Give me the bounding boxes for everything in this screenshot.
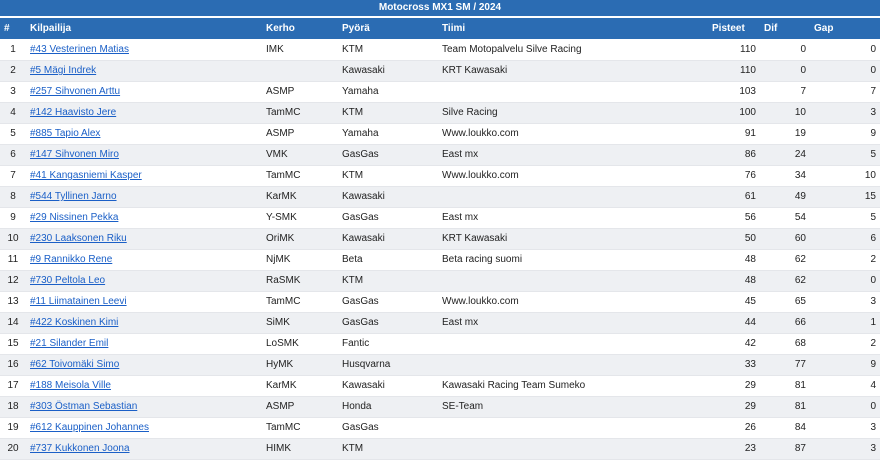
cell-bike: Kawasaki <box>338 228 438 249</box>
header-bike[interactable]: Pyörä <box>338 18 438 39</box>
cell-bike: KTM <box>338 165 438 186</box>
cell-club: SiMK <box>262 312 338 333</box>
cell-pos: 7 <box>0 165 26 186</box>
cell-gap: 3 <box>810 102 880 123</box>
table-row <box>0 186 880 207</box>
cell-points: 26 <box>708 417 760 438</box>
table-row <box>0 81 880 102</box>
cell-rider <box>26 438 262 459</box>
rider-link[interactable]: #11 Liimatainen Leevi <box>30 296 127 307</box>
rider-link[interactable]: #41 Kangasniemi Kasper <box>30 170 142 181</box>
cell-pos: 18 <box>0 396 26 417</box>
results-table <box>0 18 880 460</box>
cell-bike: Kawasaki <box>338 60 438 81</box>
cell-gap: 6 <box>810 228 880 249</box>
cell-gap: 3 <box>810 417 880 438</box>
header-club[interactable]: Kerho <box>262 18 338 39</box>
cell-team: Silve Racing <box>438 102 708 123</box>
header-dif[interactable]: Dif <box>760 18 810 39</box>
cell-club: IMK <box>262 39 338 60</box>
header-pos[interactable]: # <box>0 18 26 39</box>
table-row <box>0 417 880 438</box>
cell-gap: 0 <box>810 270 880 291</box>
cell-club: KarMK <box>262 186 338 207</box>
cell-bike: KTM <box>338 270 438 291</box>
cell-pos: 3 <box>0 81 26 102</box>
cell-club: HIMK <box>262 438 338 459</box>
cell-dif: 24 <box>760 144 810 165</box>
cell-pos: 16 <box>0 354 26 375</box>
cell-gap: 5 <box>810 144 880 165</box>
cell-rider <box>26 81 262 102</box>
rider-link[interactable]: #230 Laaksonen Riku <box>30 233 127 244</box>
page-title: Motocross MX1 SM / 2024 <box>0 0 880 16</box>
rider-link[interactable]: #62 Toivomäki Simo <box>30 359 120 370</box>
cell-rider <box>26 312 262 333</box>
cell-pos: 1 <box>0 39 26 60</box>
cell-gap: 15 <box>810 186 880 207</box>
cell-points: 50 <box>708 228 760 249</box>
cell-dif: 19 <box>760 123 810 144</box>
cell-dif: 87 <box>760 438 810 459</box>
cell-gap: 9 <box>810 123 880 144</box>
cell-club: TamMC <box>262 102 338 123</box>
cell-points: 33 <box>708 354 760 375</box>
cell-dif: 0 <box>760 60 810 81</box>
cell-pos: 12 <box>0 270 26 291</box>
cell-pos: 11 <box>0 249 26 270</box>
cell-rider <box>26 102 262 123</box>
cell-team <box>438 354 708 375</box>
cell-rider <box>26 228 262 249</box>
cell-club: HyMK <box>262 354 338 375</box>
cell-bike: Yamaha <box>338 81 438 102</box>
cell-pos: 13 <box>0 291 26 312</box>
cell-gap: 9 <box>810 354 880 375</box>
cell-rider <box>26 333 262 354</box>
cell-points: 23 <box>708 438 760 459</box>
cell-points: 100 <box>708 102 760 123</box>
cell-team: Team Motopalvelu Silve Racing <box>438 39 708 60</box>
cell-club: ASMP <box>262 396 338 417</box>
cell-points: 61 <box>708 186 760 207</box>
cell-points: 110 <box>708 60 760 81</box>
cell-bike: Husqvarna <box>338 354 438 375</box>
cell-team: KRT Kawasaki <box>438 228 708 249</box>
cell-dif: 65 <box>760 291 810 312</box>
cell-bike: Fantic <box>338 333 438 354</box>
cell-club: KarMK <box>262 375 338 396</box>
cell-gap: 1 <box>810 312 880 333</box>
table-row <box>0 354 880 375</box>
cell-gap: 3 <box>810 291 880 312</box>
cell-bike: GasGas <box>338 207 438 228</box>
rider-link[interactable]: #257 Sihvonen Arttu <box>30 86 121 97</box>
cell-team <box>438 81 708 102</box>
cell-rider <box>26 60 262 81</box>
cell-points: 29 <box>708 375 760 396</box>
cell-rider <box>26 123 262 144</box>
cell-points: 45 <box>708 291 760 312</box>
cell-dif: 60 <box>760 228 810 249</box>
rider-link[interactable]: #730 Peltola Leo <box>30 275 106 286</box>
cell-gap: 0 <box>810 396 880 417</box>
cell-dif: 0 <box>760 39 810 60</box>
cell-club: RaSMK <box>262 270 338 291</box>
rider-link[interactable]: #303 Östman Sebastian <box>30 401 138 412</box>
table-row <box>0 123 880 144</box>
cell-club: Y-SMK <box>262 207 338 228</box>
cell-pos: 6 <box>0 144 26 165</box>
header-gap[interactable]: Gap <box>810 18 880 39</box>
cell-team: SE-Team <box>438 396 708 417</box>
table-header-row <box>0 18 880 39</box>
cell-dif: 49 <box>760 186 810 207</box>
cell-rider <box>26 417 262 438</box>
cell-bike: GasGas <box>338 144 438 165</box>
cell-team <box>438 186 708 207</box>
cell-bike: KTM <box>338 438 438 459</box>
cell-team: Kawasaki Racing Team Sumeko <box>438 375 708 396</box>
table-row <box>0 165 880 186</box>
header-points[interactable]: Pisteet <box>708 18 760 39</box>
cell-dif: 81 <box>760 396 810 417</box>
cell-rider <box>26 165 262 186</box>
table-row <box>0 270 880 291</box>
cell-pos: 2 <box>0 60 26 81</box>
cell-rider <box>26 186 262 207</box>
header-rider[interactable]: Kilpailija <box>26 18 262 39</box>
rider-link[interactable]: #9 Rannikko Rene <box>30 254 113 265</box>
cell-bike: KTM <box>338 102 438 123</box>
table-row <box>0 39 880 60</box>
table-row <box>0 249 880 270</box>
cell-rider <box>26 207 262 228</box>
cell-pos: 4 <box>0 102 26 123</box>
cell-points: 48 <box>708 249 760 270</box>
cell-team <box>438 417 708 438</box>
cell-rider <box>26 354 262 375</box>
cell-pos: 19 <box>0 417 26 438</box>
rider-link[interactable]: #612 Kauppinen Johannes <box>30 422 149 433</box>
cell-club: VMK <box>262 144 338 165</box>
cell-points: 44 <box>708 312 760 333</box>
cell-pos: 9 <box>0 207 26 228</box>
cell-gap: 2 <box>810 333 880 354</box>
rider-link[interactable]: #885 Tapio Alex <box>30 128 101 139</box>
rider-link[interactable]: #737 Kukkonen Joona <box>30 443 130 454</box>
cell-dif: 84 <box>760 417 810 438</box>
cell-gap: 5 <box>810 207 880 228</box>
cell-dif: 7 <box>760 81 810 102</box>
rider-link[interactable]: #422 Koskinen Kimi <box>30 317 119 328</box>
cell-dif: 68 <box>760 333 810 354</box>
cell-team <box>438 333 708 354</box>
table-row <box>0 60 880 81</box>
cell-team: KRT Kawasaki <box>438 60 708 81</box>
cell-dif: 77 <box>760 354 810 375</box>
cell-gap: 2 <box>810 249 880 270</box>
cell-pos: 5 <box>0 123 26 144</box>
cell-team: Beta racing suomi <box>438 249 708 270</box>
table-row <box>0 144 880 165</box>
cell-club: NjMK <box>262 249 338 270</box>
cell-team: Www.loukko.com <box>438 123 708 144</box>
header-team[interactable]: Tiimi <box>438 18 708 39</box>
cell-club: TamMC <box>262 291 338 312</box>
cell-points: 86 <box>708 144 760 165</box>
table-row <box>0 375 880 396</box>
cell-gap: 10 <box>810 165 880 186</box>
cell-rider <box>26 249 262 270</box>
cell-points: 110 <box>708 39 760 60</box>
cell-points: 29 <box>708 396 760 417</box>
cell-bike: GasGas <box>338 417 438 438</box>
cell-points: 76 <box>708 165 760 186</box>
table-row <box>0 312 880 333</box>
cell-points: 91 <box>708 123 760 144</box>
cell-pos: 20 <box>0 438 26 459</box>
cell-dif: 34 <box>760 165 810 186</box>
cell-pos: 14 <box>0 312 26 333</box>
cell-bike: KTM <box>338 39 438 60</box>
cell-bike: Honda <box>338 396 438 417</box>
cell-bike: Yamaha <box>338 123 438 144</box>
cell-team <box>438 270 708 291</box>
cell-bike: GasGas <box>338 312 438 333</box>
table-row <box>0 291 880 312</box>
table-row <box>0 333 880 354</box>
cell-team: East mx <box>438 312 708 333</box>
cell-club: LoSMK <box>262 333 338 354</box>
cell-points: 42 <box>708 333 760 354</box>
cell-dif: 54 <box>760 207 810 228</box>
rider-link[interactable]: #43 Vesterinen Matias <box>30 43 129 55</box>
cell-gap: 4 <box>810 375 880 396</box>
cell-dif: 81 <box>760 375 810 396</box>
cell-dif: 62 <box>760 249 810 270</box>
rider-link[interactable]: #147 Sihvonen Miro <box>30 149 119 160</box>
cell-gap: 0 <box>810 60 880 81</box>
cell-club: ASMP <box>262 81 338 102</box>
table-row <box>0 207 880 228</box>
cell-club <box>262 60 338 81</box>
cell-gap: 3 <box>810 438 880 459</box>
cell-club: TamMC <box>262 165 338 186</box>
rider-link[interactable]: #544 Tyllinen Jarno <box>30 191 117 202</box>
cell-pos: 10 <box>0 228 26 249</box>
cell-dif: 10 <box>760 102 810 123</box>
table-row <box>0 396 880 417</box>
cell-bike: GasGas <box>338 291 438 312</box>
table-row <box>0 102 880 123</box>
rider-link[interactable]: #188 Meisola Ville <box>30 380 111 391</box>
cell-pos: 8 <box>0 186 26 207</box>
cell-rider <box>26 396 262 417</box>
cell-club: TamMC <box>262 417 338 438</box>
cell-team <box>438 438 708 459</box>
cell-pos: 17 <box>0 375 26 396</box>
cell-bike: Kawasaki <box>338 186 438 207</box>
cell-bike: Kawasaki <box>338 375 438 396</box>
rider-link[interactable]: #142 Haavisto Jere <box>30 107 117 118</box>
cell-rider <box>26 291 262 312</box>
cell-team: East mx <box>438 144 708 165</box>
cell-gap: 0 <box>810 39 880 60</box>
cell-rider <box>26 375 262 396</box>
table-row <box>0 228 880 249</box>
cell-team: East mx <box>438 207 708 228</box>
cell-team: Www.loukko.com <box>438 291 708 312</box>
cell-points: 103 <box>708 81 760 102</box>
table-row <box>0 438 880 459</box>
cell-dif: 62 <box>760 270 810 291</box>
cell-gap: 7 <box>810 81 880 102</box>
cell-club: OriMK <box>262 228 338 249</box>
cell-rider <box>26 144 262 165</box>
cell-team: Www.loukko.com <box>438 165 708 186</box>
cell-pos: 15 <box>0 333 26 354</box>
cell-club: ASMP <box>262 123 338 144</box>
cell-points: 56 <box>708 207 760 228</box>
cell-rider <box>26 39 262 60</box>
cell-bike: Beta <box>338 249 438 270</box>
cell-rider <box>26 270 262 291</box>
cell-dif: 66 <box>760 312 810 333</box>
rider-link[interactable]: #5 Mägi Indrek <box>30 65 97 76</box>
cell-points: 48 <box>708 270 760 291</box>
rider-link[interactable]: #21 Silander Emil <box>30 338 109 349</box>
rider-link[interactable]: #29 Nissinen Pekka <box>30 212 119 223</box>
